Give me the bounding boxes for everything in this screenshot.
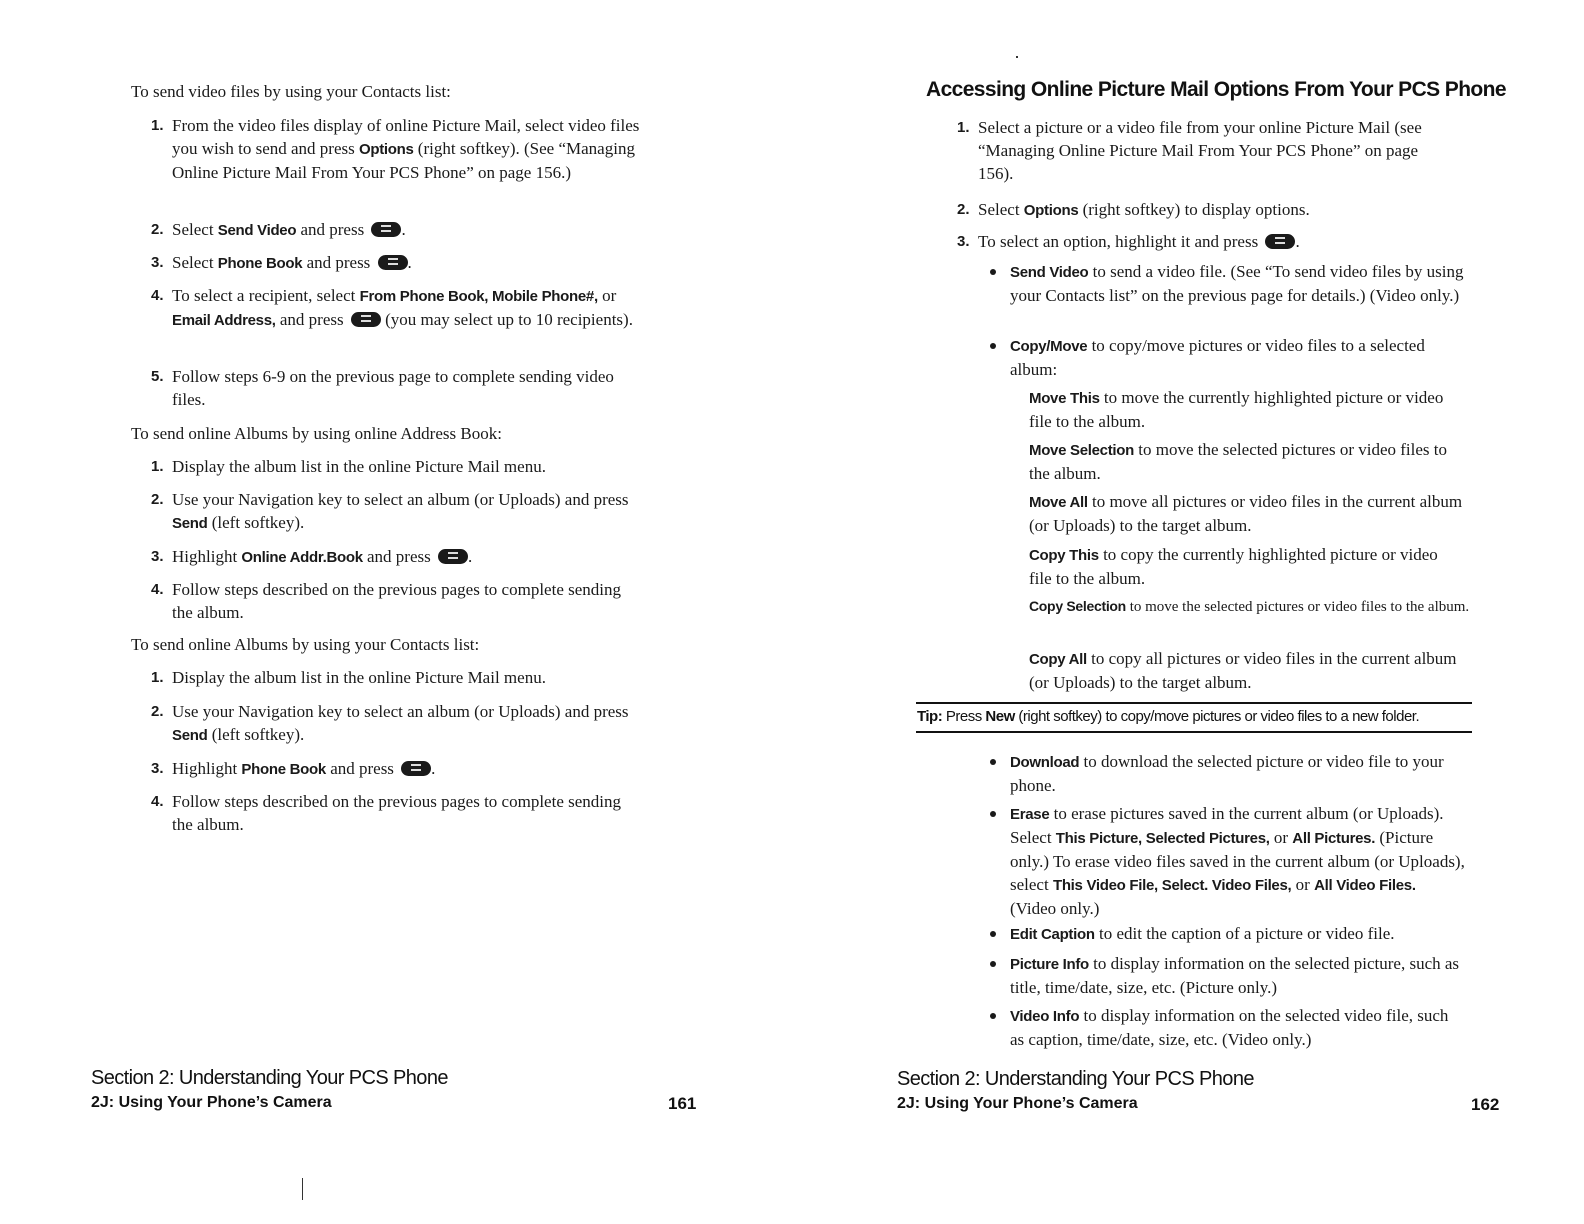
- sub-copy-selection: Copy Selection to move the selected pictures or video files to the album.: [1029, 598, 1470, 615]
- menu-ok-key-icon: [438, 549, 468, 564]
- intro-contacts-albums: To send online Albums by using your Contacts list:: [131, 635, 480, 654]
- menu-ok-key-icon: [401, 761, 431, 776]
- sub-move-selection: Move Selection to move the selected pictures or video files to the album.: [1029, 440, 1447, 483]
- option-video-info: Video Info to display information on the selected video file, such as caption, time/date, size, etc. (Video only.): [1010, 1004, 1465, 1051]
- sub-move-this: Move This to move the currently highlighted picture or video file to the album.: [1029, 388, 1444, 431]
- tip-rule-top: [916, 702, 1472, 704]
- menu-ok-key-icon: [371, 222, 401, 237]
- bullet-icon: [990, 961, 996, 967]
- bullet-icon: [990, 931, 996, 937]
- bullet-icon: [990, 269, 996, 275]
- footer-section: Section 2: Understanding Your PCS Phone: [897, 1068, 1254, 1090]
- option-edit-caption: Edit Caption to edit the caption of a picture or video file.: [1010, 922, 1470, 946]
- footer-chapter: 2J: Using Your Phone’s Camera: [91, 1094, 332, 1111]
- bullet-icon: [990, 811, 996, 817]
- tip-box: Tip: Press New (right softkey) to copy/move pictures or video files to a new folder.: [917, 708, 1420, 725]
- intro-online-albums: To send online Albums by using online Address Book:: [131, 424, 502, 443]
- intro-contacts-video: To send video files by using your Contacts list:: [131, 82, 451, 101]
- bullet-icon: [990, 343, 996, 349]
- sub-copy-this: Copy This to copy the currently highlighted picture or video file to the album.: [1029, 545, 1438, 588]
- menu-ok-key-icon: [378, 255, 408, 270]
- sub-copy-all: Copy All to copy all pictures or video files in the current album (or Uploads) to the target album.: [1029, 649, 1457, 692]
- option-picture-info: Picture Info to display information on the selected picture, such as title, time/date, size, etc. (Picture only.): [1010, 952, 1465, 999]
- tip-rule-bottom: [916, 731, 1472, 733]
- menu-ok-key-icon: [351, 312, 381, 327]
- crop-mark: [302, 1178, 303, 1200]
- menu-ok-key-icon: [1265, 234, 1295, 249]
- page-number: 162: [1471, 1095, 1500, 1114]
- sub-move-all: Move All to move all pictures or video files in the current album (or Uploads) to the target album.: [1029, 492, 1463, 535]
- page-heading: Accessing Online Picture Mail Options From Your PCS Phone: [926, 78, 1506, 101]
- option-send-video: Send Video to send a video file. (See “To send video files by using your Contacts list” on the previous page for details.) (Video only.): [1010, 260, 1470, 307]
- footer-chapter: 2J: Using Your Phone’s Camera: [897, 1095, 1138, 1112]
- bullet-icon: [990, 759, 996, 765]
- footer-section: Section 2: Understanding Your PCS Phone: [91, 1067, 448, 1089]
- option-copy-move: Copy/Move to copy/move pictures or video files to a selected album:: [1010, 334, 1470, 381]
- crop-mark: [1016, 56, 1018, 58]
- option-erase: Erase to erase pictures saved in the current album (or Uploads). Select This Picture, Selected Pictures, or All Pictures. (Picture only.) To erase video files saved in the current album (or Uploads), select This Video File, Select. Video Files, or All Video Files. (Video only.): [1010, 802, 1465, 920]
- page-number: 161: [668, 1094, 697, 1113]
- bullet-icon: [990, 1013, 996, 1019]
- option-download: Download to download the selected picture or video file to your phone.: [1010, 750, 1465, 797]
